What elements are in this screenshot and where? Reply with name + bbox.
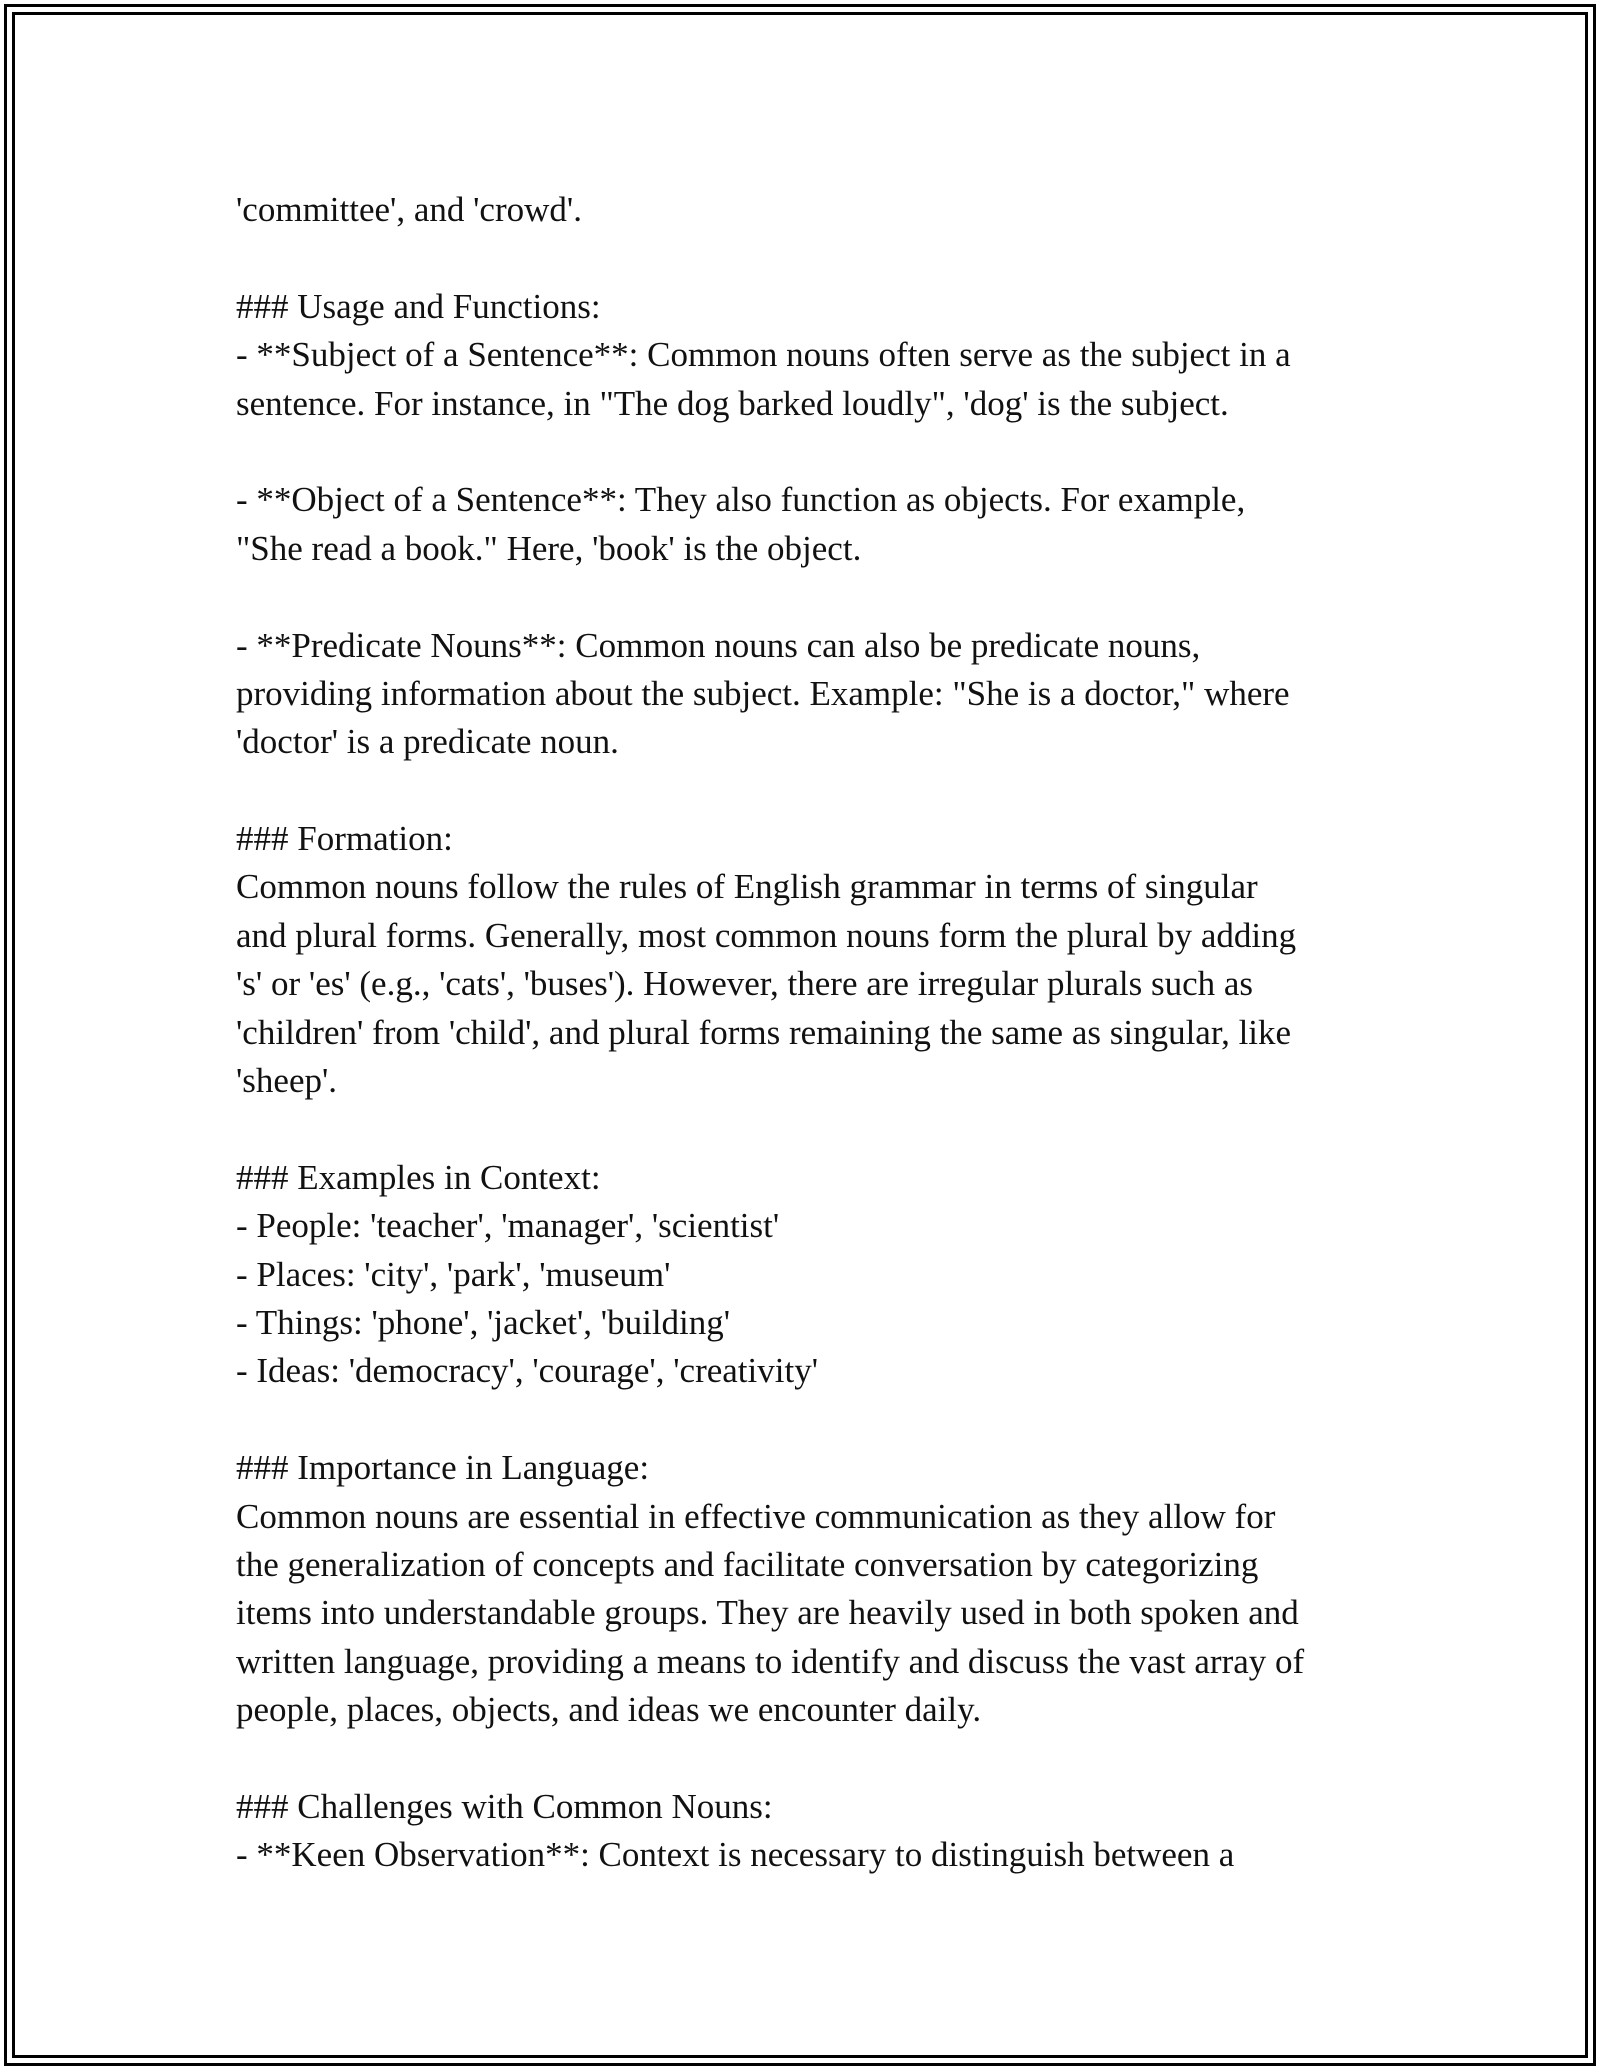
text-line: Common nouns follow the rules of English grammar in terms of singular bbox=[236, 867, 1258, 907]
blank-line bbox=[236, 1105, 1366, 1153]
text-line: - **Object of a Sentence**: They also function as objects. For example, bbox=[236, 480, 1246, 520]
section-heading-usage: ### Usage and Functions: bbox=[236, 286, 601, 326]
text-line: "She read a book." Here, 'book' is the object. bbox=[236, 528, 862, 568]
text-line: people, places, objects, and ideas we encounter daily. bbox=[236, 1690, 982, 1730]
text-line: - **Keen Observation**: Context is necessary to distinguish between a bbox=[236, 1835, 1235, 1875]
text-line: the generalization of concepts and facilitate conversation by categorizing bbox=[236, 1544, 1259, 1584]
text-line: 'doctor' is a predicate noun. bbox=[236, 722, 619, 762]
blank-line bbox=[236, 767, 1366, 815]
section-heading-formation: ### Formation: bbox=[236, 819, 453, 859]
blank-line bbox=[236, 1735, 1366, 1783]
section-heading-challenges: ### Challenges with Common Nouns: bbox=[236, 1786, 773, 1826]
text-line: Common nouns are essential in effective communication as they allow for bbox=[236, 1496, 1276, 1536]
text-line: - **Predicate Nouns**: Common nouns can also be predicate nouns, bbox=[236, 625, 1201, 665]
text-line: - **Subject of a Sentence**: Common nouns often serve as the subject in a bbox=[236, 335, 1291, 375]
section-heading-importance: ### Importance in Language: bbox=[236, 1448, 650, 1488]
text-line: written language, providing a means to identify and discuss the vast array of bbox=[236, 1641, 1305, 1681]
text-line: 'children' from 'child', and plural forms remaining the same as singular, like bbox=[236, 1012, 1292, 1052]
blank-line bbox=[236, 234, 1366, 282]
text-line: providing information about the subject. Example: "She is a doctor," where bbox=[236, 673, 1290, 713]
blank-line bbox=[236, 428, 1366, 476]
text-line: 's' or 'es' (e.g., 'cats', 'buses'). However, there are irregular plurals such as bbox=[236, 964, 1254, 1004]
blank-line bbox=[236, 573, 1366, 621]
text-line: sentence. For instance, in "The dog barked loudly", 'dog' is the subject. bbox=[236, 383, 1229, 423]
list-item: - Ideas: 'democracy', 'courage', 'creativity' bbox=[236, 1351, 818, 1391]
list-item: - Places: 'city', 'park', 'museum' bbox=[236, 1254, 671, 1294]
text-line: and plural forms. Generally, most common nouns form the plural by adding bbox=[236, 915, 1297, 955]
text-line: 'committee', and 'crowd'. bbox=[236, 190, 582, 229]
list-item: - Things: 'phone', 'jacket', 'building' bbox=[236, 1302, 731, 1342]
text-line: items into understandable groups. They are heavily used in both spoken and bbox=[236, 1593, 1299, 1633]
section-heading-examples: ### Examples in Context: bbox=[236, 1157, 601, 1197]
text-line: 'sheep'. bbox=[236, 1061, 338, 1101]
list-item: - People: 'teacher', 'manager', 'scientist' bbox=[236, 1206, 780, 1246]
document-body bbox=[236, 186, 1366, 1880]
blank-line bbox=[236, 1396, 1366, 1444]
